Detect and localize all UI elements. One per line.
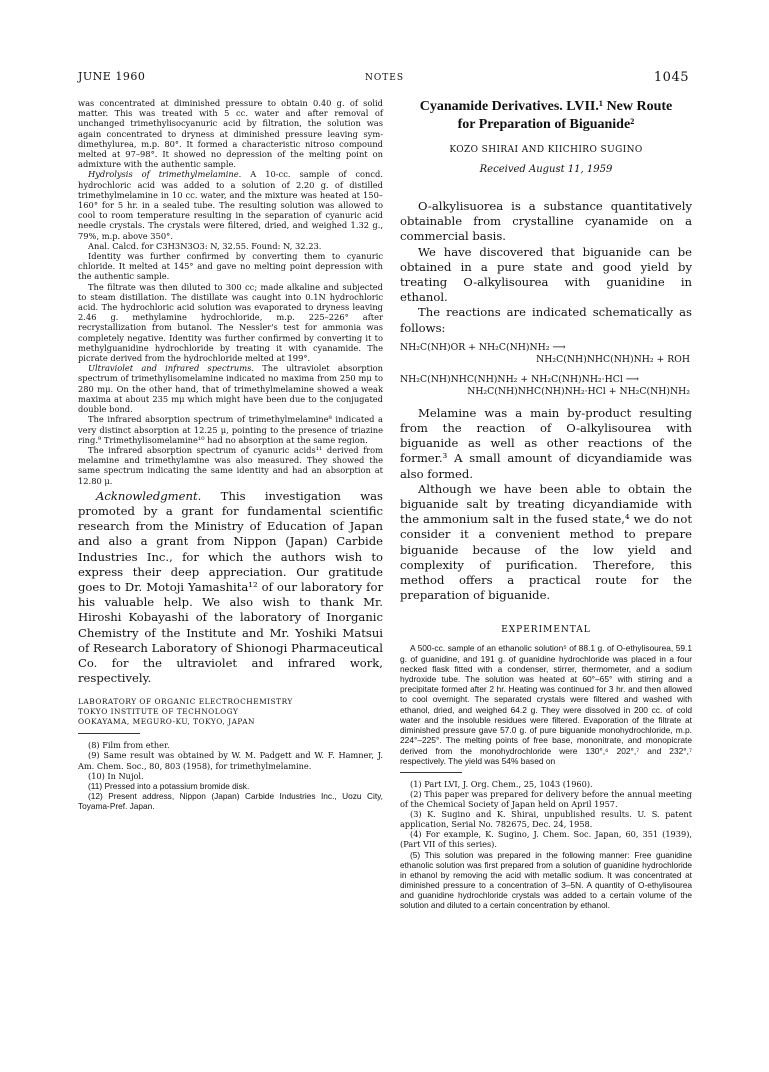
footnote: (9) Same result was obtained by W. M. Padgett and W. F. Hamner, J. Am. Chem. Soc., 80, 803 (1958), for trimethylmelamine. xyxy=(78,750,383,771)
section-heading: EXPERIMENTAL xyxy=(501,625,591,636)
footnote: (11) Pressed into a potassium bromide disk. xyxy=(88,780,250,791)
paragraph: The infrared absorption spectrum of cyanuric acids¹¹ derived from melamine and trimethylamine was also measured. They showed the same spectrum indicating the same identity and had an absorption at 12.80 μ. xyxy=(78,444,383,486)
analysis-line: Anal. Calcd. for C3H3N3O3: N, 32.55. Found: N, 32.23. xyxy=(88,240,322,251)
paragraph: Identity was further confirmed by converting them to cyanuric chloride. It melted at 145° and gave no melting point depression with the authentic sample. xyxy=(78,251,383,282)
affiliation xyxy=(78,697,383,727)
footnote: (2) This paper was prepared for delivery before the annual meeting of the Chemical Society of Japan held on April 1957. xyxy=(400,789,692,810)
footnote-divider xyxy=(400,772,462,773)
paragraph: Although we have been able to obtain the biguanide salt by treating dicyandiamide with the ammonium salt in the fused state,⁴ we do not consider it a convenient method to prepare biguanide because of the low yield and complexity of purification. Therefore, this method offers a practical route for the preparation of biguanide. xyxy=(400,481,692,603)
running-header-section: NOTES xyxy=(365,73,404,83)
affiliation-line: OOKAYAMA, MEGURO-KU, TOKYO, JAPAN xyxy=(78,717,256,727)
footnote: (5) This solution was prepared in the following manner: Free guanidine ethanolic solution was first prepared from a solution of guanidine hydrochloride in ethanol by removing the acid with metallic sodium. It was concentrated at diminished pressure to a concentration of 3–5N. A quantity of O-ethylisourea and guanidine hydrochloride crystals was added to a certain volume of the solution and diluted to a certain concentration by ethanol. xyxy=(400,849,692,911)
paragraph: was concentrated at diminished pressure to obtain 0.40 g. of solid matter. This was treated with 5 cc. water and after removal of unchanged trimethylisocyanuric acid by filtration, the solution was again concentrated to dryness at diminished pressure leaving sym-dimethylurea, m.p. 80°. It formed a characteristic nitroso compound melted at 97–98°. It showed no depression of the melting point on admixture with the authentic sample. xyxy=(78,98,383,170)
paragraph: Hydrolysis of trimethylmelamine. A 10-cc. sample of concd. hydrochloric acid was added to a solution of 2.20 g. of distilled trimethylmelamine in 10 cc. water, and the mixture was heated at 150–160° for 5 hr. in a sealed tube. The resulting solution was allowed to cool to room temperature resulting in the separation of cyanuric acid needle crystals. The crystals were filtered, dried, and weighed 1.32 g., 79%, m.p. above 350°. xyxy=(78,169,383,241)
run-in-heading: Ultraviolet and infrared spectrums. xyxy=(88,363,255,374)
paragraph: We have discovered that biguanide can be obtained in a pure state and good yield by treating O-alkylisourea with guanidine in ethanol. xyxy=(400,244,692,305)
paragraph: The reactions are indicated schematically as follows: xyxy=(400,305,692,335)
footnote: (4) For example, K. Sugino, J. Chem. Soc. Japan, 60, 351 (1939), (Part VII of this series). xyxy=(400,829,692,850)
article-title: Cyanamide Derivatives. LVII.¹ New Route for Preparation of Biguanide² xyxy=(419,99,673,132)
article-authors: KOZO SHIRAI AND KIICHIRO SUGINO xyxy=(449,145,643,155)
acknowledgment: Acknowledgment. This investigation was promoted by a grant for fundamental scientific research from the Ministry of Education of Japan and also a grant from Nippon (Japan) Carbide Industries Inc., for which the authors wish to express their deep appreciation. Our gratitude goes to Dr. Motoji Yamashita¹² of our laboratory for his valuable help. We also wish to thank Mr. Hiroshi Kobayashi of the laboratory of Inorganic Chemistry of the Institute and Mr. Yoshiki Matsui of Research Laboratory of Shionogi Pharmaceutical Co. for the ultraviolet and infrared work, respectively. xyxy=(78,488,383,686)
running-header-date: JUNE 1960 xyxy=(78,70,146,83)
reaction-equation-1: NH₂C(NH)OR + NH₂C(NH)NH₂ ⟶ NH₂C(NH)NHC(NH)NH₂ + ROH xyxy=(400,341,690,365)
received-date: Received August 11, 1959 xyxy=(479,164,613,175)
footnote-divider xyxy=(78,733,140,734)
paragraph: Melamine was a main by-product resulting from the reaction of O-alkylisourea with biguanide as well as other reactions of the former.³ A small amount of dicyandiamide was also formed. xyxy=(400,405,692,481)
footnote: (12) Present address, Nippon (Japan) Carbide Industries Inc., Uozu City, Toyama-Pref. Japan. xyxy=(78,790,383,811)
paragraph: Ultraviolet and infrared spectrums. The ultraviolet absorption spectrum of trimethylisomelamine indicated no maxima from 250 mμ to 280 mμ. On the other hand, that of trimethylmelamine showed a weak maxima at about 235 mμ which might have been due to the conjugated double bond. xyxy=(78,363,384,415)
page-number: 1045 xyxy=(653,70,689,85)
paragraph: The infrared absorption spectrum of trimethylmelamine⁸ indicated a very distinct absorption at 12.25 μ, pointing to the presence of triazine ring.⁹ Trimethylisomelamine¹⁰ had no absorption at the same region. xyxy=(78,414,383,445)
affiliation-line: TOKYO INSTITUTE OF TECHNOLOGY xyxy=(78,707,239,717)
footnote: (3) K. Sugino and K. Shirai, unpublished results. U. S. patent application, Serial No. 782675, Dec. 24, 1958. xyxy=(400,809,692,830)
footnote: (1) Part LVI, J. Org. Chem., 25, 1043 (1960). xyxy=(410,778,593,789)
footnote: (8) Film from ether. xyxy=(88,740,170,751)
paragraph: O-alkylisuorea is a substance quantitatively obtainable from crystalline cyanamide on a commercial basis. xyxy=(400,199,692,244)
left-column xyxy=(78,98,383,811)
paragraph: The filtrate was then diluted to 300 cc; made alkaline and subjected to steam distillation. The distillate was caught into 0.1N hydrochloric acid. The hydrochloric acid solution was evaporated to dryness leaving 2.46 g. methylamine hydrochloride, m.p. 225–226° after recrystallization from butanol. The Nessler's test for ammonia was completely negative. Identity was further confirmed by converting it to methylguanidine hydrochloride by treating it with cyanamide. The picrate derived from the hydrochloride melted at 199°. xyxy=(78,281,383,364)
affiliation-line: LABORATORY OF ORGANIC ELECTROCHEMISTRY xyxy=(78,697,293,707)
reaction-equation-2: NH₂C(NH)NHC(NH)NH₂ + NH₂C(NH)NH₂·HCl ⟶ NH₂C(NH)NHC(NH)NH₂·HCl + NH₂C(NH)NH₂ xyxy=(400,373,690,397)
paragraph: A 500-cc. sample of an ethanolic solution⁵ of 88.1 g. of O-ethylisourea, 59.1 g. of guanidine, and 191 g. of guanidine hydrochloride was placed in a four necked flask fitted with a condenser, stirrer, thermometer, and a sodium hydroxide tube. The solution was heated at 60°–65° with stirring and a precipitate formed after 2 hr. Heating was continued for 3 hr. and then allowed to cool overnight. The separated crystals were filtered and washed with ethanol, dried, and weighed 64.2 g. They were dissolved in 200 cc. of cold water and the insoluble residues were filtered. Evaporation of the filtrate at diminished pressure gave 57.0 g. of pure biguanide monohydrochloride, m.p. 224°–225°. The melting points of free base, mononitrate, and monopicrate derived from the monohydrochloride were 130°,⁶ 202°,⁷ and 232°,⁷ respectively. The yield was 54% based on xyxy=(400,643,692,766)
footnote: (10) In Nujol. xyxy=(88,770,144,781)
acknowledgment-heading: Acknowledgment. xyxy=(96,488,202,503)
right-column xyxy=(400,98,692,910)
run-in-heading: Hydrolysis of trimethylmelamine. xyxy=(88,169,242,180)
